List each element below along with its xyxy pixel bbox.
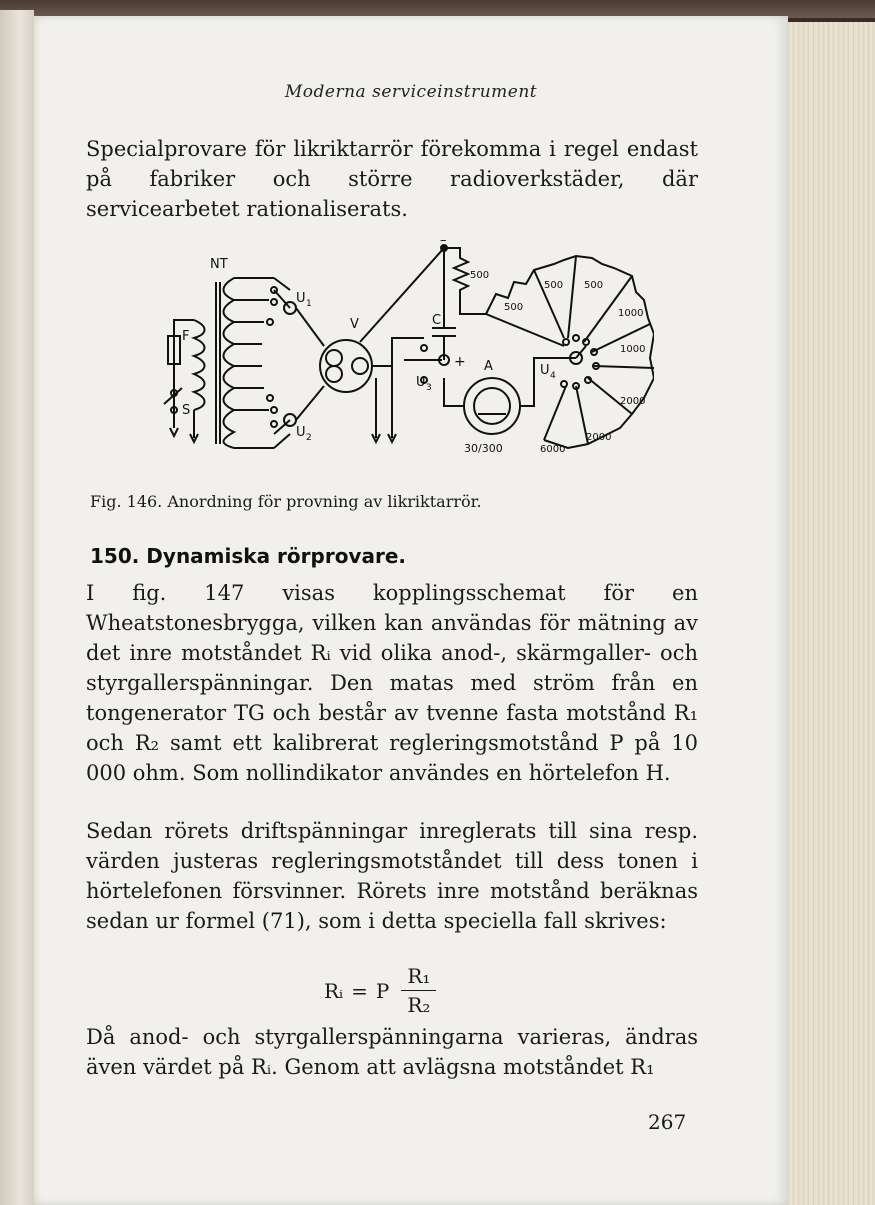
label-s: S [182,403,191,418]
label-a: A [484,359,493,374]
label-f: F [182,329,190,344]
label-resistor-h: 6000 [540,444,566,455]
label-minus: – [440,238,447,248]
figure-caption: Fig. 146. Anordning för provning av likriktarrör. [90,492,482,511]
label-u3-sub: 3 [426,383,432,393]
formula [324,964,436,1017]
circuit-diagram [124,238,654,478]
formula-lhs: Rᵢ [324,978,344,1003]
section-heading: 150. Dynamiska rörprovare. [90,544,406,568]
label-plus: + [454,354,466,370]
label-resistor-d: 1000 [618,308,644,319]
book-page [34,16,788,1205]
label-v: V [350,317,359,332]
label-resistor-f: 2000 [620,396,646,407]
page-stack-edge [780,22,875,1205]
label-u2: U [296,425,306,440]
label-c: C [432,313,442,328]
rectifier-tube [320,340,372,392]
label-u4-sub: 4 [550,371,556,381]
facing-page-edge [0,10,34,1205]
label-resistor-a: 500 [504,302,524,313]
label-u3: U [416,375,426,390]
label-resistor-g: 2000 [586,432,612,443]
label-nt: NT [210,257,228,272]
label-u2-sub: 2 [306,433,312,443]
section-paragraph-1: I fig. 147 visas kopplingsschemat för en Wheatstonesbrygga, vilken kan användas för mätning av det inre motståndet Rᵢ vid olika anod-, skärmgaller- och styrgallerspänningar. Den matas med ström från en tongenerator TG och består av tvenne fasta motstånd R₁ och R₂ samt ett kalibrerat regleringsmotstånd P på 10 000 ohm. Som nollindikator användes en hörtelefon H. [86,581,698,785]
formula-denominator: R₂ [407,993,431,1017]
label-resistor-c: 500 [584,280,604,291]
ammeter [464,378,520,434]
formula-numerator: R₁ [401,964,436,991]
label-meter-range: 30/300 [464,442,503,455]
label-resistor-top: 500 [470,270,490,281]
circuit-svg [124,238,654,478]
label-resistor-e: 1000 [620,344,646,355]
formula-equals: = [351,978,368,1003]
formula-fraction [401,964,436,1017]
label-u1-sub: 1 [306,299,312,309]
label-u1: U [296,291,306,306]
formula-p: P [375,978,390,1003]
running-head: Moderna serviceinstrument [284,82,538,102]
intro-paragraph: Specialprovare för likriktarrör förekomma i regel endast på fabriker och större radioverkstäder, där servicearbetet rationaliserats. [86,137,698,221]
page-number: 267 [648,1110,687,1134]
label-resistor-b: 500 [544,280,564,291]
section-paragraph-3: Då anod- och styrgallerspänningarna varieras, ändras även värdet på Rᵢ. Genom att avlägsna motståndet R₁ [86,1025,698,1079]
label-u4: U [540,363,550,378]
section-paragraph-2: Sedan rörets driftspänningar inreglerats till sina resp. värden justeras regleringsmotståndet till dess tonen i hörtelefonen försvinner. Rörets inre motstånd beräknas sedan ur formel (71), som i detta speciella fall skrives: [86,819,698,933]
